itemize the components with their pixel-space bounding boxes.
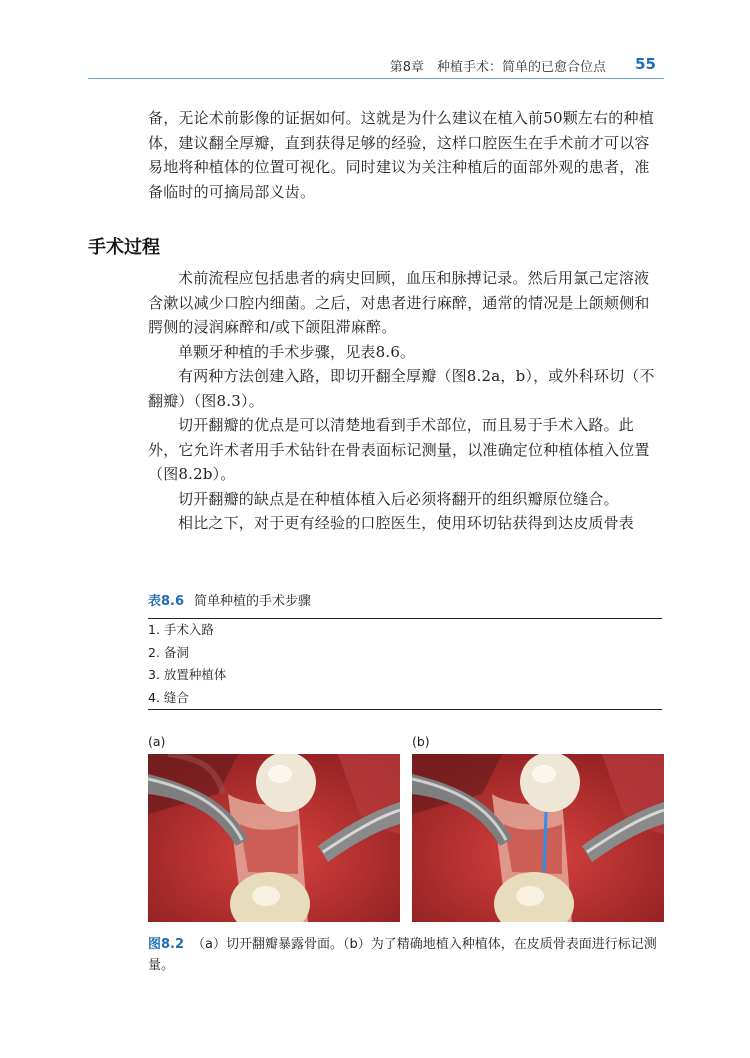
table-row: 2. 备洞 (148, 644, 189, 660)
table-row: 4. 缝合 (148, 689, 189, 705)
figure-label: 图8.2 (148, 937, 185, 952)
paragraph-access-methods: 有两种方法创建入路，即切开翻全厚瓣（图8.2a，b），或外科环切（不翻瓣）（图8.3）。 (148, 367, 655, 410)
table-row: 3. 放置种植体 (148, 667, 227, 682)
photo-panel-a (148, 754, 400, 922)
paragraph-punch: 相比之下，对于更有经验的口腔医生，使用环切钻获得到达皮质骨表 (178, 514, 635, 532)
steps-table (148, 590, 662, 710)
section-body (148, 266, 664, 536)
running-header (88, 50, 664, 79)
figure-caption-text: （a）切开翻瓣暴露骨面。（b）为了精确地植入种植体，在皮质骨表面进行标记测量。 (148, 937, 657, 973)
panel-b-label: (b) (412, 734, 430, 749)
intro-paragraph: 备，无论术前影像的证据如何。这就是为什么建议在植入前50颗左右的种植体，建议翻全厚瓣，直到获得足够的经验，这样口腔医生在手术前才可以容易地将种植体的位置可视化。同时建议为关注种植后的面部外观的患者，准备临时的可摘局部义齿。 (148, 109, 654, 201)
table-label: 表8.6 (148, 594, 185, 609)
paragraph-flap-advantage: 切开翻瓣的优点是可以清楚地看到手术部位，而且易于手术入路。此外，它允许术者用手术钻针在骨表面标记测量，以准确定位种植体植入位置（图8.2b）。 (148, 416, 650, 483)
table-bottom-rule (148, 709, 662, 710)
paragraph-steps-ref: 单颗牙种植的手术步骤，见表8.6。 (178, 342, 416, 361)
chapter-title: 第8章 种植手术：简单的已愈合位点 (389, 60, 606, 75)
paragraph-preop: 术前流程应包括患者的病史回顾，血压和脉搏记录。然后用氯己定溶液含漱以减少口腔内细菌。之后，对患者进行麻醉，通常的情况是上颌颊侧和腭侧的浸润麻醉和/或下颌阻滞麻醉。 (148, 269, 650, 336)
table-caption (148, 590, 662, 609)
panel-a-label: (a) (148, 734, 166, 749)
photo-panel-b (412, 754, 664, 922)
table-title: 简单种植的手术步骤 (194, 594, 312, 609)
page-number: 55 (635, 55, 656, 73)
section-title: 手术过程 (88, 237, 160, 258)
paragraph-flap-disadvantage: 切开翻瓣的缺点是在种植体植入后必须将翻开的组织瓣原位缝合。 (178, 489, 619, 508)
table-row: 1. 手术入路 (148, 622, 214, 637)
measurement-line (544, 812, 546, 872)
figure-caption (148, 934, 664, 976)
